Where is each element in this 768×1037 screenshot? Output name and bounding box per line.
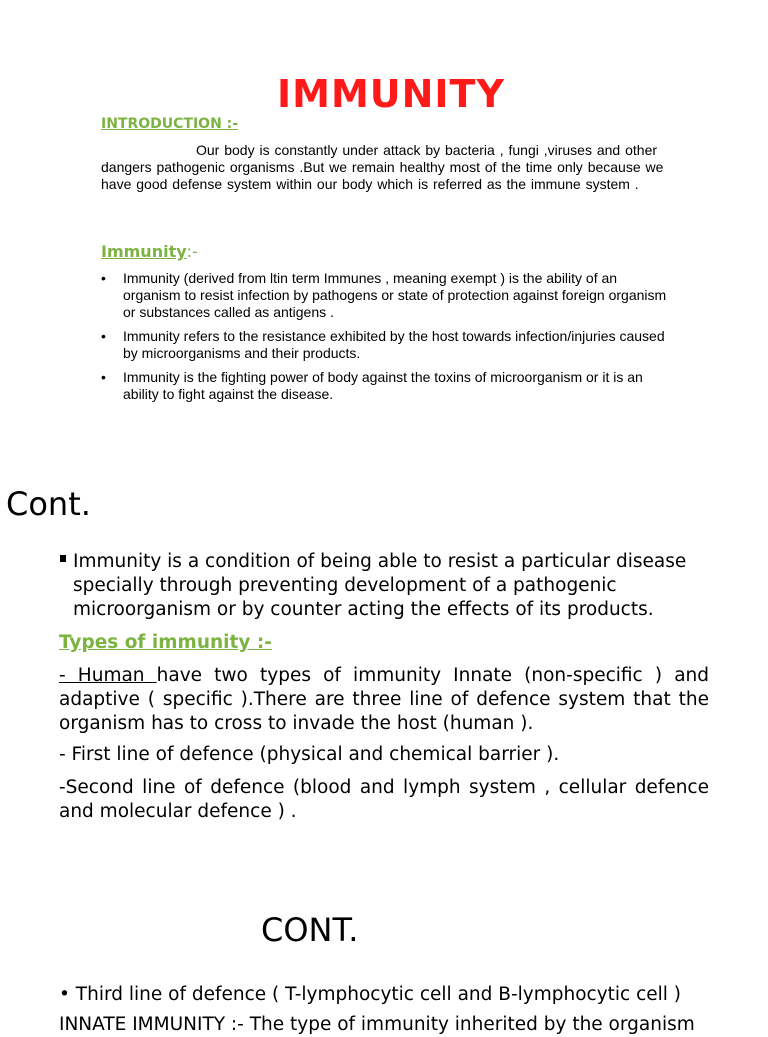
slide2-bullet xyxy=(60,550,720,622)
types-of-immunity-heading: Types of immunity :- xyxy=(59,632,272,653)
bullet-dot: • xyxy=(101,328,106,344)
types-paragraph xyxy=(59,664,709,736)
innate-immunity-line: INNATE IMMUNITY :- The type of immunity inherited by the organism xyxy=(59,1014,695,1035)
bullet-dot: • xyxy=(101,270,106,286)
slide3-heading: CONT. xyxy=(261,911,359,949)
immunity-bullet-list xyxy=(101,270,671,410)
slide2-heading: Cont. xyxy=(6,485,91,523)
slide2-bullet-text: Immunity is a condition of being able to resist a particular disease specially through preventing development of a pathogenic microorganism or by counter acting the effects of its products. xyxy=(73,551,687,620)
third-line-defence: • Third line of defence ( T-lymphocytic cell and B-lymphocytic cell ) xyxy=(59,984,682,1005)
list-item xyxy=(101,369,671,403)
square-bullet-icon xyxy=(60,555,66,562)
types-paragraph-prefix: - Human xyxy=(59,665,157,686)
immunity-heading-word: Immunity xyxy=(101,242,187,261)
introduction-paragraph: Our body is constantly under attack by bacteria , fungi ,viruses and other dangers pathogenic organisms .But we remain healthy most of the time only because we have good defense system within our body which is referred as the immune system . xyxy=(101,142,664,192)
bullet-dot: • xyxy=(101,369,106,385)
introduction-heading: INTRODUCTION :- xyxy=(101,116,239,132)
immunity-heading xyxy=(101,242,198,261)
second-line-defence: -Second line of defence (blood and lymph system , cellular defence and molecular defence ) . xyxy=(59,777,709,822)
page-title: IMMUNITY xyxy=(276,72,505,116)
bullet-text: Immunity (derived from ltin term Immunes , meaning exempt ) is the ability of an organism to resist infection by pathogens or state of protection against foreign organism or substances called as antigens . xyxy=(123,270,667,320)
bullet-text: Immunity refers to the resistance exhibited by the host towards infection/injuries caused by microorganisms and their products. xyxy=(123,328,665,361)
list-item xyxy=(101,328,671,362)
bullet-text: Immunity is the fighting power of body against the toxins of microorganism or it is an ability to fight against the disease. xyxy=(123,369,643,402)
types-paragraph-rest: have two types of immunity Innate (non-specific ) and adaptive ( specific ).There are three line of defence system that the organism has to cross to invade the host (human ). xyxy=(59,665,710,734)
list-item xyxy=(101,270,671,321)
immunity-heading-suffix: :- xyxy=(186,242,198,261)
first-line-defence: - First line of defence (physical and chemical barrier ). xyxy=(59,744,560,765)
